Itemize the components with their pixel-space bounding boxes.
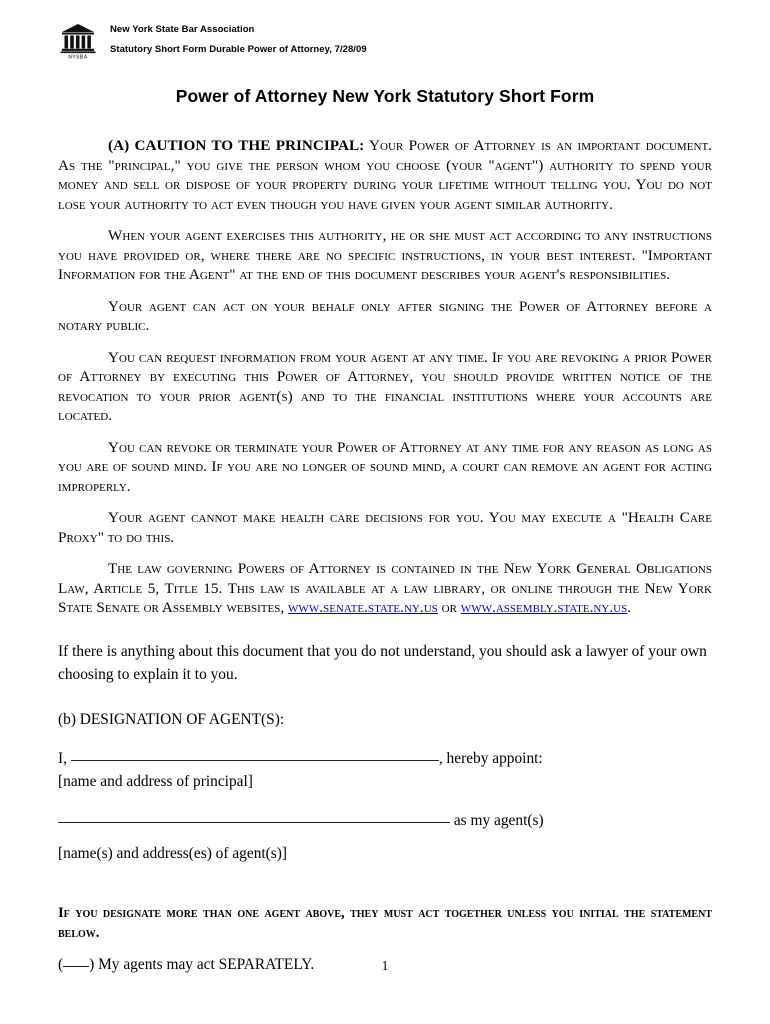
agents-name-blank[interactable]: [58, 822, 450, 823]
paragraph-governing-law: [58, 559, 712, 618]
agents-line: [58, 809, 712, 832]
paragraph-health-care: Your agent cannot make health care decisions for you. You may execute a "Health Care Proxy" to do this.: [58, 509, 712, 546]
separately-suffix: ) My agents may act SEPARATELY.: [89, 955, 315, 973]
page-title: Power of Attorney New York Statutory Short Form: [175, 86, 595, 106]
caution-label: (A) CAUTION TO THE PRINCIPAL:: [108, 137, 365, 154]
link-senate-website[interactable]: www.senate.state.ny.us: [288, 599, 438, 616]
principal-line: [58, 747, 712, 770]
appoint-suffix: , hereby appoint:: [438, 749, 543, 767]
designation-heading: (b) DESIGNATION OF AGENT(S):: [58, 710, 285, 728]
designation-section: [58, 708, 712, 865]
principal-hint: [name and address of principal]: [58, 772, 253, 790]
letterhead: [58, 20, 718, 61]
paragraph-ask-a-lawyer: If there is anything about this document that you do not understand, you should ask a lawyer of your own choosing to explain it to you.: [58, 642, 707, 683]
caution-body: Your Power of Attorney is an important document. As the "principal," you give the person whom you choose (your "agent") authority to spend your money and sell or dispose of your property during your lifetime without telling you. You do not lose your authority to act even though you have given your agent similar authority.: [58, 137, 712, 213]
agents-hint: [name(s) and address(es) of agent(s)]: [58, 844, 288, 862]
paragraph-act-on-behalf: Your agent can act on your behalf only after signing the Power of Attorney before a notary public.: [58, 297, 712, 334]
paragraph-caution: [58, 136, 712, 214]
governing-law-text-1: The law governing Powers of Attorney is contained in the New York General Obligations Law, Article 5, Title 15. This law is available at a law library, or online through the New York State Senate or Assembly websites,: [58, 560, 712, 616]
document-body: [58, 136, 712, 976]
separately-prefix: (: [58, 955, 64, 973]
form-subtitle: Statutory Short Form Durable Power of Attorney, 7/28/09: [110, 44, 367, 55]
principal-name-blank[interactable]: [71, 760, 439, 761]
page-number: 1: [381, 958, 389, 973]
paragraph-request-information: You can request information from your agent at any time. If you are revoking a prior Power of Attorney by executing this Power of Attorney, you should provide written notice of the revocation to your prior agent(s) and to the financial institutions where your accounts are located.: [58, 348, 712, 424]
paragraph-revoke-terminate: You can revoke or terminate your Power of Attorney at any time for any reason as long as you are of sound mind. If you are no longer of sound mind, a court can remove an agent for acting improperly.: [58, 438, 712, 495]
link-assembly-website[interactable]: www.assembly.state.ny.us: [460, 599, 628, 616]
logo-caption: NYSBA: [68, 54, 88, 61]
principal-prefix: I,: [58, 749, 67, 767]
organization-name: New York State Bar Association: [110, 24, 255, 35]
paragraph-multiple-agents-notice: If you designate more than one agent above, they must act together unless you initial the statement below.: [58, 904, 712, 941]
as-my-agents-suffix: as my agent(s): [450, 811, 544, 829]
governing-law-text-2: or: [437, 599, 461, 616]
paragraph-when-agent-exercises: When your agent exercises this authority, he or she must act according to any instructions you have provided or, where there are no specific instructions, in your best interest. "Important Information for the Agent" at the end of this document describes your agent's responsibilities.: [58, 227, 712, 283]
governing-law-period: .: [627, 599, 632, 616]
nysba-courthouse-logo-icon: [58, 20, 98, 61]
